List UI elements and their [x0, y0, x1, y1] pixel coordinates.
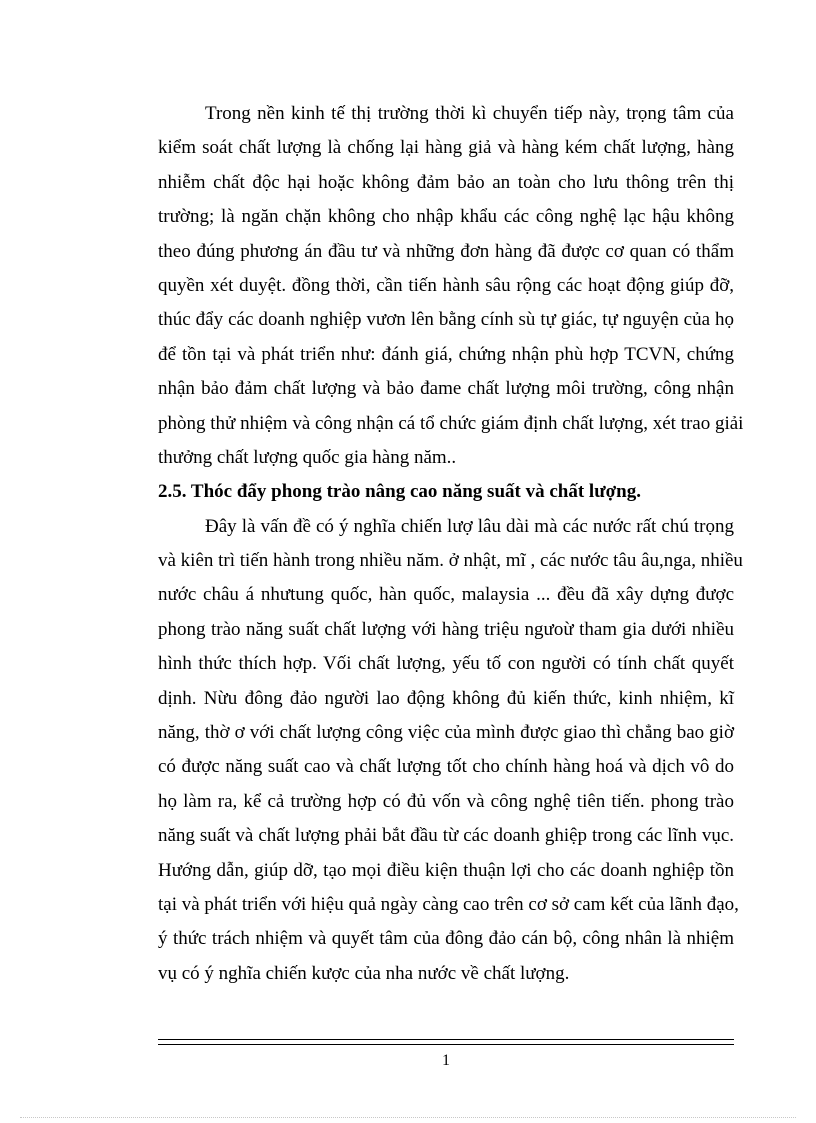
text-line: Đây là vấn đề có ý nghĩa chiến lượ lâu dài mà các nước rất chú trọng — [205, 515, 734, 537]
text-line: nước châu á nhưtung quốc, hàn quốc, malaysia ... đều đã xây dựng được — [158, 584, 734, 606]
text-line: vụ có ý nghĩa chiến kược của nha nước về chất lượng. — [158, 962, 570, 984]
page-edge-divider — [20, 1117, 796, 1118]
text-line: quyền xét duyệt. đồng thời, cần tiến hành sâu rộng các hoạt động giúp đỡ, — [158, 274, 734, 296]
text-line: thưởng chất lượng quốc gia hàng năm.. — [158, 446, 457, 468]
section-heading: 2.5. Thóc đẩy phong trào nâng cao năng suất và chất lượng. — [158, 481, 641, 503]
document-body — [158, 97, 744, 991]
text-line: phong trào năng suất chất lượng với hàng triệu ngưoừ tham gia dưới nhiều — [158, 618, 734, 640]
text-line: dịnh. Nừu đông đảo người lao động không đủ kiến thức, kinh nhiệm, kĩ — [158, 687, 734, 709]
paragraph-2 — [158, 510, 743, 991]
text-line: để tồn tại và phát triển như: đánh giá, chứng nhận phù hợp TCVN, chứng — [158, 343, 734, 365]
text-line: hình thức thích hợp. Vối chất lượng, yếu tố con người có tính chất quyết — [158, 653, 734, 675]
text-line: và kiên trì tiến hành trong nhiều năm. ở nhật, mĩ , các nước tâu âu,nga, nhiều — [158, 550, 743, 572]
text-line: năng suất và chất lượng phải bắt đầu từ các doanh ghiệp trong các lĩnh vục. — [158, 825, 734, 847]
text-line: kiểm soát chất lượng là chống lại hàng giả và hàng kém chất lượng, hàng — [158, 137, 734, 159]
paragraph-1 — [158, 97, 744, 475]
page-number: 1 — [442, 1052, 450, 1069]
text-line: họ làm ra, kể cả trường hợp có đủ vốn và công nghệ tiên tiến. phong trào — [158, 790, 734, 812]
text-line: theo đúng phương án đầu tư và những đơn hàng đã được cơ quan có thẩm — [158, 240, 734, 262]
text-line: thúc đẩy các doanh nghiệp vươn lên bằng cính sù tự giác, tự nguyện của họ — [158, 309, 734, 331]
text-line: tại và phát triển với hiệu quả ngày càng cao trên cơ sở cam kết của lãnh đạo, — [158, 893, 739, 915]
text-line: trường; là ngăn chặn không cho nhập khẩu các công nghệ lạc hậu không — [158, 206, 734, 228]
text-line: nhiễm chất độc hại hoặc không đảm bảo an toàn cho lưu thông trên thị — [158, 171, 734, 193]
footer-double-rule — [158, 1039, 734, 1045]
text-line: năng, thờ ơ với chất lượng công việc của mình được giao thì chẳng bao giờ — [158, 722, 734, 744]
text-line: có được năng suất cao và chất lượng tốt cho chính hàng hoá và dịch vô do — [158, 756, 734, 778]
text-line: Hướng dẫn, giúp dỡ, tạo mọi điều kiện thuận lợi cho các doanh nghiệp tồn — [158, 859, 734, 881]
text-line: phòng thử nhiệm và công nhận cá tổ chức giám định chất lượng, xét trao giải — [158, 412, 744, 434]
text-line: ý thức trách nhiệm và quyết tâm của đông đảo cán bộ, công nhân là nhiệm — [158, 928, 734, 950]
text-line: nhận bảo đảm chất lượng và bảo đame chất lượng môi trường, công nhận — [158, 378, 734, 400]
text-line: Trong nền kinh tế thị trường thời kì chuyển tiếp này, trọng tâm của — [205, 103, 734, 124]
